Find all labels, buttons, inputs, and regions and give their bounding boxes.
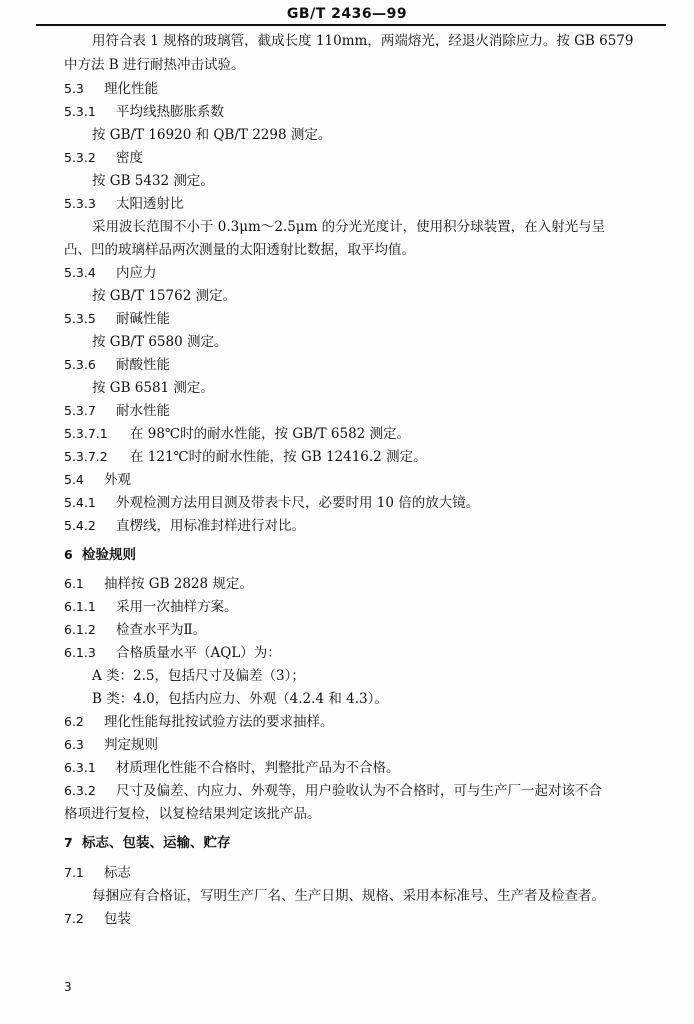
section-title: 在 98℃时的耐水性能，按 GB/T 6582 测定。 — [130, 426, 411, 442]
section-number: 5.3.7.1 — [64, 426, 108, 441]
section-number: 5.4 — [64, 472, 84, 487]
section-heading — [64, 425, 410, 443]
line-text: 按 GB 5432 测定。 — [92, 173, 214, 189]
section-number: 6.1 — [64, 576, 84, 591]
body-line — [92, 379, 214, 397]
section-heading — [64, 448, 427, 466]
section-number: 5.4.2 — [64, 518, 96, 533]
line-text: 用符合表 1 规格的玻璃管，截成长度 110mm，两端熔光，经退火消除应力。按 GB 6579 — [92, 33, 634, 49]
body-line — [92, 126, 331, 144]
section-number: 5.3.4 — [64, 265, 96, 280]
section-title: 密度 — [116, 150, 143, 166]
body-line — [92, 333, 228, 351]
page-number: 3 — [64, 980, 72, 994]
section-number: 5.3.3 — [64, 196, 96, 211]
section-title: 抽样按 GB 2828 规定。 — [104, 576, 253, 592]
line-text: 格项进行复检，以复检结果判定该批产品。 — [64, 806, 321, 822]
body-line — [64, 56, 245, 74]
body-line — [92, 287, 236, 305]
section-number: 6.3.1 — [64, 760, 96, 775]
section-heading — [64, 103, 224, 121]
section-heading — [64, 910, 131, 928]
section-heading — [64, 759, 400, 777]
section-title: 外观 — [104, 472, 131, 488]
section-title: 耐碱性能 — [116, 311, 170, 327]
line-text: 每捆应有合格证，写明生产厂名、生产日期、规格、采用本标准号、生产者及检查者。 — [92, 888, 605, 904]
section-heading — [64, 149, 143, 167]
section-number: 5.3.5 — [64, 311, 96, 326]
section-heading — [64, 598, 238, 616]
section-title: 耐水性能 — [116, 403, 170, 419]
chapter-heading — [64, 546, 136, 564]
section-title: 理化性能 — [104, 81, 158, 97]
section-title: 标志 — [104, 865, 131, 881]
section-number: 5.4.1 — [64, 495, 96, 510]
line-text: B 类：4.0，包括内应力、外观（4.2.4 和 4.3）。 — [92, 691, 388, 707]
section-number: 6.2 — [64, 714, 84, 729]
section-heading — [64, 195, 184, 213]
section-title: 合格质量水平（AQL）为： — [116, 645, 281, 661]
section-heading — [64, 402, 170, 420]
body-line — [92, 690, 388, 708]
body-line — [92, 218, 605, 236]
line-text: 凸、凹的玻璃样品两次测量的太阳透射比数据，取平均值。 — [64, 242, 415, 258]
section-title: 判定规则 — [104, 737, 158, 753]
standard-code-header: GB/T 2436—99 — [286, 6, 408, 22]
section-title: 理化性能每批按试验方法的要求抽样。 — [104, 714, 334, 730]
section-number: 6.3.2 — [64, 783, 96, 798]
section-number: 5.3 — [64, 81, 84, 96]
body-line — [92, 172, 214, 190]
line-text: 按 GB 6581 测定。 — [92, 380, 214, 396]
section-heading — [64, 575, 253, 593]
section-number: 5.3.6 — [64, 357, 96, 372]
body-line — [64, 805, 321, 823]
section-heading — [64, 517, 305, 535]
section-heading — [64, 494, 479, 512]
body-line — [64, 241, 415, 259]
section-heading — [64, 80, 158, 98]
section-title: 平均线热膨胀系数 — [116, 104, 224, 120]
section-number: 6.1.3 — [64, 645, 96, 660]
chapter-title: 标志、包装、运输、贮存 — [82, 835, 231, 851]
section-heading — [64, 356, 170, 374]
section-title: 直楞线，用标准封样进行对比。 — [116, 518, 305, 534]
section-heading — [64, 782, 602, 800]
section-title: 材质理化性能不合格时，判整批产品为不合格。 — [116, 760, 400, 776]
chapter-title: 检验规则 — [82, 547, 136, 563]
line-text: 按 GB/T 16920 和 QB/T 2298 测定。 — [92, 127, 332, 143]
section-heading — [64, 310, 170, 328]
section-title: 检查水平为Ⅱ。 — [116, 622, 207, 638]
section-title: 在 121℃时的耐水性能，按 GB 12416.2 测定。 — [130, 449, 427, 465]
section-number: 6.1.1 — [64, 599, 96, 614]
section-title: 采用一次抽样方案。 — [116, 599, 238, 615]
body-line — [92, 667, 305, 685]
section-heading — [64, 713, 334, 731]
section-number: 5.3.7 — [64, 403, 96, 418]
section-number: 6.3 — [64, 737, 84, 752]
section-heading — [64, 621, 206, 639]
section-heading — [64, 864, 131, 882]
section-title: 耐酸性能 — [116, 357, 170, 373]
line-text: 中方法 B 进行耐热冲击试验。 — [64, 57, 245, 73]
section-heading — [64, 736, 158, 754]
section-heading — [64, 264, 157, 282]
section-number: 7.1 — [64, 865, 84, 880]
line-text: A 类：2.5，包括尺寸及偏差（3）； — [92, 668, 305, 684]
section-number: 5.3.7.2 — [64, 449, 108, 464]
section-title: 尺寸及偏差、内应力、外观等，用户验收认为不合格时，可与生产厂一起对该不合 — [116, 783, 602, 799]
section-number: 5.3.2 — [64, 150, 96, 165]
body-line — [92, 887, 605, 905]
section-title: 包装 — [104, 911, 131, 927]
chapter-heading — [64, 834, 231, 852]
chapter-number: 6 — [64, 547, 73, 562]
section-number: 7.2 — [64, 911, 84, 926]
line-text: 按 GB/T 6580 测定。 — [92, 334, 228, 350]
body-line — [92, 32, 633, 50]
line-text: 按 GB/T 15762 测定。 — [92, 288, 237, 304]
section-heading — [64, 644, 281, 662]
chapter-number: 7 — [64, 835, 73, 850]
line-text: 采用波长范围不小于 0.3μm～2.5μm 的分光光度计，使用积分球装置，在入射光与呈 — [92, 219, 606, 235]
section-number: 5.3.1 — [64, 104, 96, 119]
section-title: 外观检测方法用目测及带表卡尺，必要时用 10 倍的放大镜。 — [116, 495, 480, 511]
section-number: 6.1.2 — [64, 622, 96, 637]
section-title: 太阳透射比 — [116, 196, 184, 212]
section-title: 内应力 — [116, 265, 157, 281]
section-heading — [64, 471, 131, 489]
